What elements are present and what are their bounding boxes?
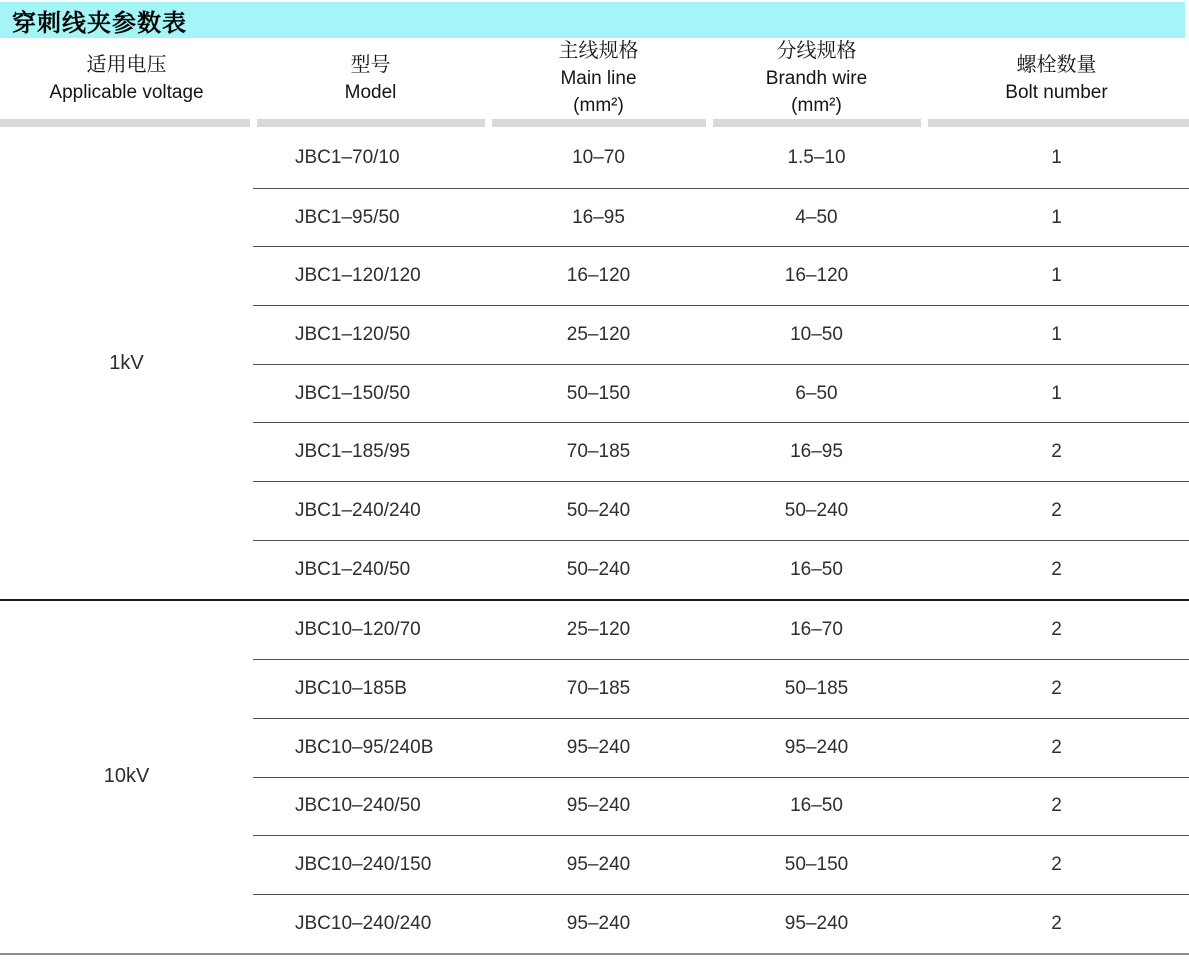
main-line-cell: 50–240 (488, 559, 709, 581)
col-header-en: Main line (488, 65, 709, 92)
main-line-cell: 16–95 (488, 207, 709, 229)
col-header-zh: 适用电压 (0, 52, 253, 79)
model-cell: JBC10–240/150 (253, 854, 488, 876)
model-cell: JBC1–185/95 (253, 441, 488, 463)
model-cell: JBC10–95/240B (253, 737, 488, 759)
branch-wire-cell: 10–50 (709, 324, 924, 346)
table-row (253, 718, 1189, 777)
col-header-main-line (488, 38, 709, 119)
table-row (253, 188, 1189, 247)
col-header-en: Applicable voltage (0, 79, 253, 106)
col-header-model (253, 52, 488, 106)
main-line-cell: 70–185 (488, 441, 709, 463)
spec-table (0, 38, 1189, 955)
bolt-number-cell: 1 (924, 324, 1189, 346)
main-line-cell: 70–185 (488, 678, 709, 700)
col-header-zh: 主线规格 (488, 38, 709, 65)
catalog-page (0, 2, 1189, 962)
branch-wire-cell: 16–70 (709, 619, 924, 641)
table-body (0, 129, 1189, 955)
branch-wire-cell: 1.5–10 (709, 147, 924, 169)
table-row (253, 659, 1189, 718)
table-row (253, 246, 1189, 305)
band-segment (492, 119, 706, 127)
model-cell: JBC1–70/10 (253, 147, 488, 169)
branch-wire-cell: 16–95 (709, 441, 924, 463)
bolt-number-cell: 1 (924, 147, 1189, 169)
bolt-number-cell: 2 (924, 500, 1189, 522)
bolt-number-cell: 2 (924, 913, 1189, 935)
main-line-cell: 95–240 (488, 913, 709, 935)
bolt-number-cell: 2 (924, 559, 1189, 581)
bolt-number-cell: 1 (924, 207, 1189, 229)
voltage-label: 10kV (0, 601, 253, 953)
branch-wire-cell: 50–185 (709, 678, 924, 700)
bolt-number-cell: 2 (924, 854, 1189, 876)
main-line-cell: 25–120 (488, 324, 709, 346)
table-row (253, 894, 1189, 953)
branch-wire-cell: 16–50 (709, 559, 924, 581)
table-row (253, 422, 1189, 481)
table-header-row (0, 38, 1189, 119)
main-line-cell: 50–240 (488, 500, 709, 522)
branch-wire-cell: 95–240 (709, 737, 924, 759)
table-row (253, 835, 1189, 894)
col-header-en: Model (253, 79, 488, 106)
band-segment (0, 119, 250, 127)
col-header-zh: 螺栓数量 (924, 52, 1189, 79)
main-line-cell: 10–70 (488, 147, 709, 169)
page-title: 穿刺线夹参数表 (12, 3, 187, 38)
model-cell: JBC10–185B (253, 678, 488, 700)
main-line-cell: 95–240 (488, 854, 709, 876)
bolt-number-cell: 2 (924, 737, 1189, 759)
voltage-label: 1kV (0, 129, 253, 599)
title-bar (0, 2, 1185, 38)
main-line-cell: 95–240 (488, 795, 709, 817)
bolt-number-cell: 1 (924, 383, 1189, 405)
bolt-number-cell: 1 (924, 265, 1189, 287)
main-line-cell: 16–120 (488, 265, 709, 287)
table-row (253, 540, 1189, 599)
bolt-number-cell: 2 (924, 619, 1189, 641)
table-row (253, 481, 1189, 540)
model-cell: JBC10–120/70 (253, 619, 488, 641)
main-line-cell: 95–240 (488, 737, 709, 759)
model-cell: JBC1–120/120 (253, 265, 488, 287)
model-cell: JBC1–240/240 (253, 500, 488, 522)
branch-wire-cell: 50–240 (709, 500, 924, 522)
branch-wire-cell: 95–240 (709, 913, 924, 935)
voltage-group-1kv (0, 129, 1189, 599)
band-segment (257, 119, 485, 127)
col-header-zh: 型号 (253, 52, 488, 79)
col-header-bolt-number (924, 52, 1189, 106)
main-line-cell: 25–120 (488, 619, 709, 641)
col-header-zh: 分线规格 (709, 38, 924, 65)
main-line-cell: 50–150 (488, 383, 709, 405)
bolt-number-cell: 2 (924, 678, 1189, 700)
band-segment (713, 119, 921, 127)
table-row (253, 364, 1189, 423)
col-header-branch-wire (709, 38, 924, 119)
branch-wire-cell: 50–150 (709, 854, 924, 876)
header-separator-band (0, 119, 1189, 129)
voltage-group-10kv (0, 599, 1189, 953)
col-header-applicable-voltage (0, 52, 253, 106)
model-cell: JBC1–120/50 (253, 324, 488, 346)
branch-wire-cell: 16–120 (709, 265, 924, 287)
branch-wire-cell: 16–50 (709, 795, 924, 817)
col-header-unit: (mm²) (488, 92, 709, 119)
band-segment (928, 119, 1189, 127)
col-header-en: Bolt number (924, 79, 1189, 106)
group-rows (253, 129, 1189, 599)
bolt-number-cell: 2 (924, 795, 1189, 817)
table-row (253, 601, 1189, 660)
table-row (253, 129, 1189, 188)
model-cell: JBC10–240/50 (253, 795, 488, 817)
model-cell: JBC10–240/240 (253, 913, 488, 935)
bolt-number-cell: 2 (924, 441, 1189, 463)
table-row (253, 777, 1189, 836)
group-rows (253, 601, 1189, 953)
branch-wire-cell: 4–50 (709, 207, 924, 229)
table-row (253, 305, 1189, 364)
col-header-unit: (mm²) (709, 92, 924, 119)
model-cell: JBC1–240/50 (253, 559, 488, 581)
model-cell: JBC1–95/50 (253, 207, 488, 229)
col-header-en: Brandh wire (709, 65, 924, 92)
model-cell: JBC1–150/50 (253, 383, 488, 405)
branch-wire-cell: 6–50 (709, 383, 924, 405)
